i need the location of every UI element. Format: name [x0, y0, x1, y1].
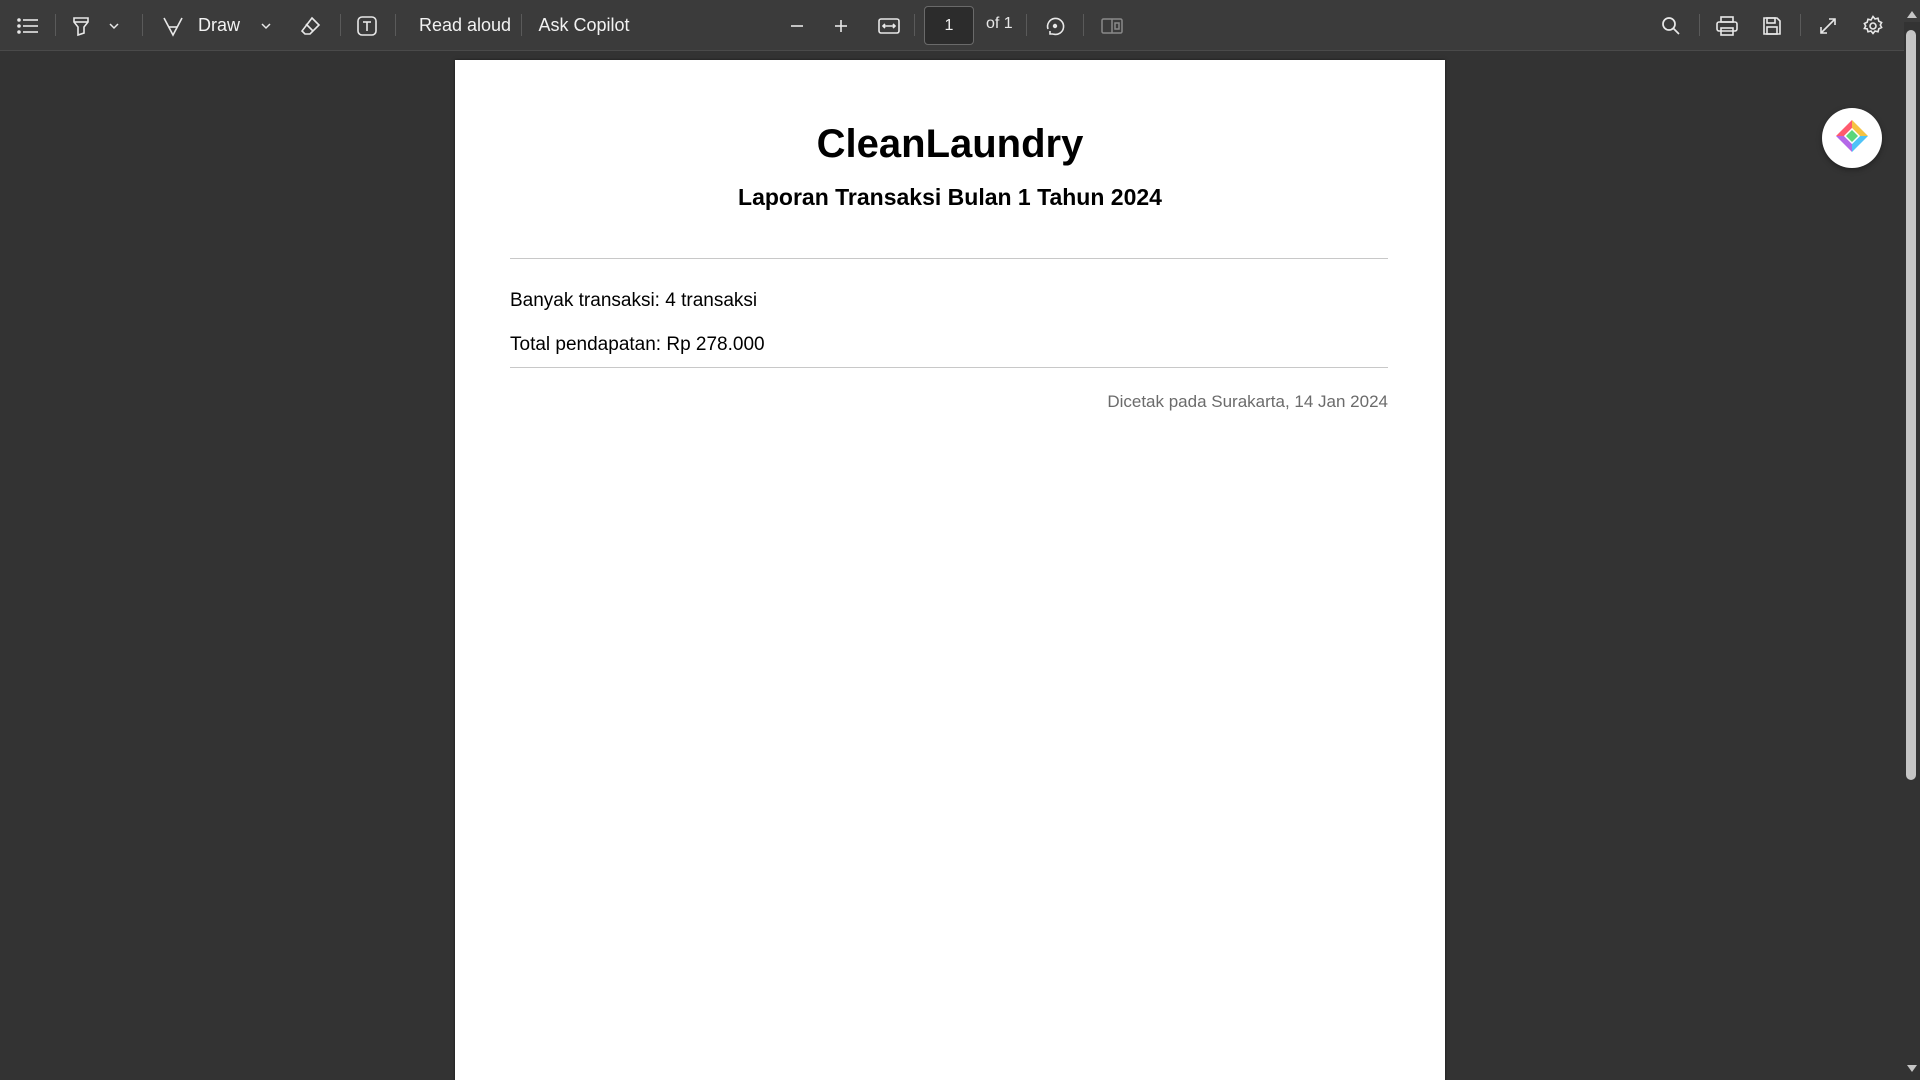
toolbar-divider: [340, 14, 341, 36]
transaction-count-text: Banyak transaksi: 4 transaksi: [510, 290, 758, 311]
scroll-down-arrow-icon[interactable]: [1905, 1062, 1919, 1074]
zoom-in-plus-icon[interactable]: [828, 8, 854, 43]
divider-line: [510, 258, 1388, 259]
fit-to-width-icon[interactable]: [875, 8, 903, 43]
page-count: of 1: [986, 15, 1013, 32]
fullscreen-icon[interactable]: [1815, 8, 1841, 43]
read-aloud-button[interactable]: [410, 8, 520, 43]
draw-button[interactable]: [162, 8, 292, 43]
toolbar-divider: [521, 14, 522, 36]
add-text-icon[interactable]: [354, 8, 380, 43]
document-subtitle: Laporan Transaksi Bulan 1 Tahun 2024: [738, 184, 1162, 210]
page-number-input[interactable]: [924, 6, 974, 45]
copilot-logo-icon: [1834, 118, 1870, 159]
eraser-icon[interactable]: [298, 8, 324, 43]
scroll-up-arrow-icon[interactable]: [1905, 8, 1919, 20]
toolbar-divider: [395, 14, 396, 36]
rotate-icon[interactable]: [1042, 8, 1068, 43]
pdf-viewer-area[interactable]: [0, 52, 1904, 1080]
save-icon[interactable]: [1759, 8, 1785, 43]
toolbar-divider: [142, 14, 143, 36]
read-aloud-label: Read aloud: [418, 15, 512, 35]
highlight-options-chevron-down-icon[interactable]: [104, 8, 124, 43]
total-income-text: Total pendapatan: Rp 278.000: [510, 334, 765, 355]
printed-date-text: Dicetak pada Surakarta, 14 Jan 2024: [1107, 392, 1388, 411]
zoom-out-minus-icon[interactable]: [784, 8, 810, 43]
draw-label: Draw: [198, 15, 241, 35]
toolbar-divider: [1699, 14, 1700, 36]
toolbar-divider: [1800, 14, 1801, 36]
page-view-icon[interactable]: [1099, 8, 1125, 43]
highlighter-icon[interactable]: [68, 8, 94, 43]
toolbar-divider: [1083, 14, 1084, 36]
ask-copilot-label: Ask Copilot: [538, 15, 630, 35]
toolbar-divider: [1026, 14, 1027, 36]
print-icon[interactable]: [1714, 8, 1740, 43]
pdf-toolbar: [0, 0, 1920, 51]
draw-pen-icon: [162, 15, 184, 37]
divider-line: [510, 367, 1388, 368]
document-title: CleanLaundry: [816, 122, 1084, 166]
draw-options-chevron-down-icon[interactable]: [260, 22, 272, 30]
pdf-page: [455, 60, 1445, 1080]
search-icon[interactable]: [1658, 8, 1684, 43]
contents-list-icon[interactable]: [14, 8, 42, 43]
scrollbar-thumb[interactable]: [1906, 30, 1916, 780]
gear-icon[interactable]: [1860, 8, 1886, 43]
ask-copilot-button[interactable]: [534, 8, 634, 43]
toolbar-divider: [55, 14, 56, 36]
copilot-floating-button[interactable]: [1822, 108, 1882, 168]
toolbar-divider: [914, 14, 915, 36]
